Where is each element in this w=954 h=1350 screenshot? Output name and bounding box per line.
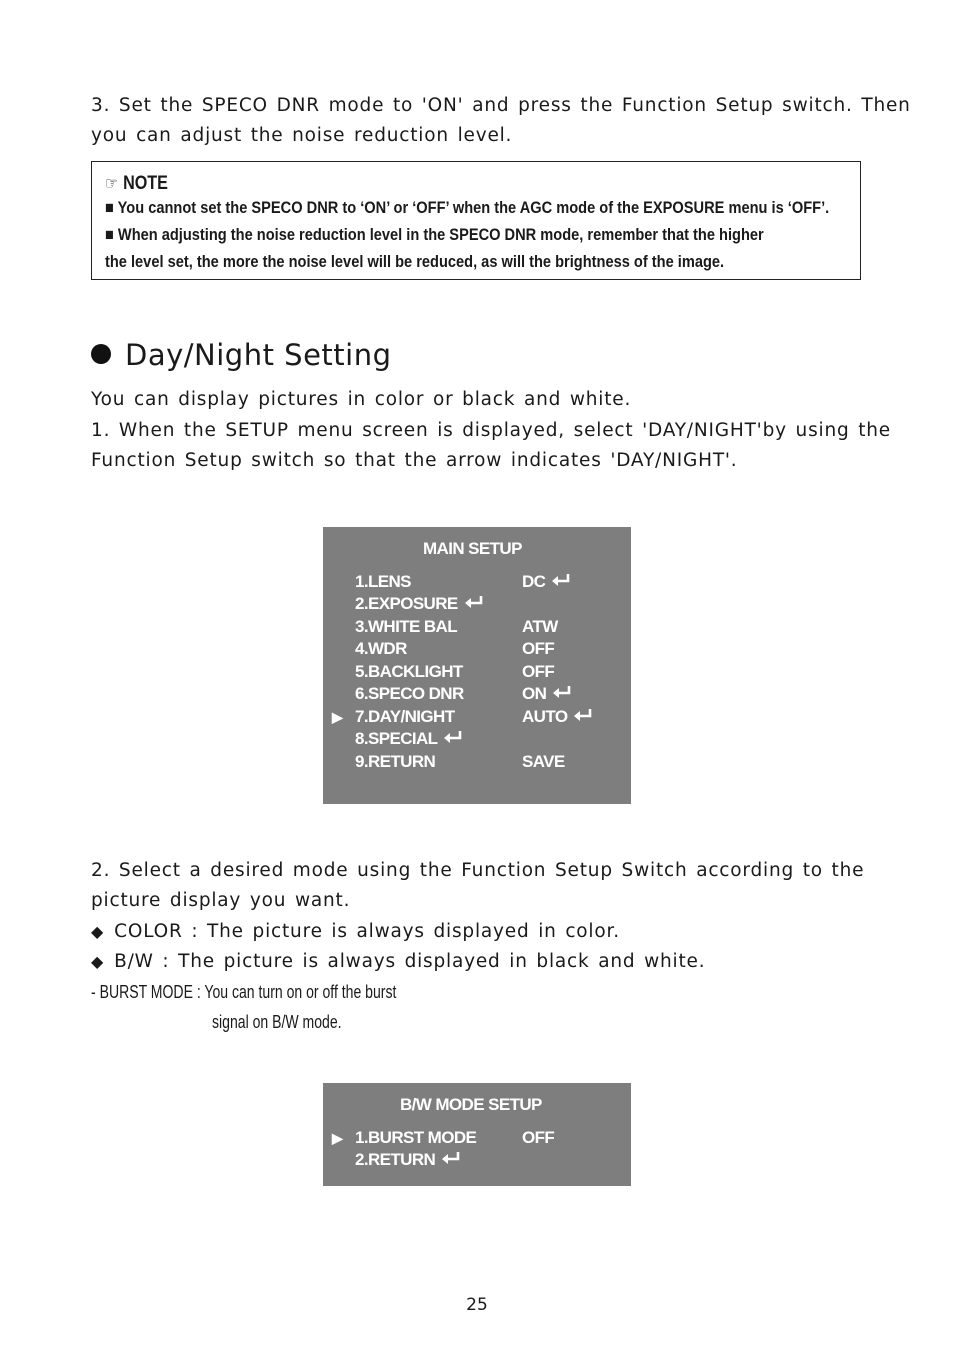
enter-icon	[552, 684, 572, 700]
main-setup-title: MAIN SETUP	[423, 539, 522, 558]
bullet-dot-icon	[91, 344, 111, 364]
step2-line2: picture display you want.	[91, 890, 351, 911]
main-setup-screen	[323, 527, 631, 804]
section-heading	[91, 338, 392, 372]
menu-item-exposure: 2.EXPOSURE	[355, 594, 484, 614]
menu-item-special: 8.SPECIAL	[355, 729, 463, 749]
note-line-3: the level set, the more the noise level will be reduced, as will the brightness of the image.	[105, 252, 725, 271]
menu-value-wdr: OFF	[522, 639, 555, 658]
note-line-1: ■ You cannot set the SPECO DNR to ‘ON’ or ‘OFF’ when the AGC mode of the EXPOSURE menu is ‘OFF’.	[105, 198, 830, 217]
menu-item-return: 9.RETURN	[355, 752, 436, 771]
enter-icon	[573, 707, 593, 723]
menu-item-burst-mode: 1.BURST MODE	[355, 1128, 477, 1147]
step1-line2: Function Setup switch so that the arrow indicates 'DAY/NIGHT'.	[91, 450, 738, 471]
bw-mode-setup-screen	[323, 1083, 631, 1186]
note-title: NOTE	[123, 173, 168, 194]
menu-value-speco-dnr: ON	[522, 684, 572, 704]
bullet-bw: ◆ B/W : The picture is always displayed in black and white.	[91, 951, 706, 972]
step3-line2: you can adjust the noise reduction level.	[91, 125, 513, 146]
menu-item-white-bal: 3.WHITE BAL	[355, 617, 458, 636]
menu-item-speco-dnr: 6.SPECO DNR	[355, 684, 464, 703]
menu-value-backlight: OFF	[522, 662, 555, 681]
bw-setup-title: B/W MODE SETUP	[400, 1095, 542, 1114]
enter-icon	[443, 729, 463, 745]
enter-icon	[464, 594, 484, 610]
page-number: 25	[466, 1295, 488, 1315]
pointing-hand-icon: ☞	[105, 174, 118, 193]
burst-mode-line1: - BURST MODE : You can turn on or off the burst	[91, 982, 397, 1002]
note-line-2: ■ When adjusting the noise reduction level in the SPECO DNR mode, remember that the higher	[105, 225, 764, 244]
step1-line1: 1. When the SETUP menu screen is displayed, select 'DAY/NIGHT'by using the	[91, 420, 891, 441]
note-heading	[105, 173, 168, 195]
burst-mode-line2: signal on B/W mode.	[212, 1012, 342, 1032]
enter-icon	[441, 1150, 461, 1166]
menu-value-return: SAVE	[522, 752, 565, 771]
menu-value-day-night: AUTO	[522, 707, 593, 727]
diamond-bullet-icon: ◆	[91, 952, 105, 971]
step2-line1: 2. Select a desired mode using the Function Setup Switch according to the	[91, 860, 865, 881]
section-intro: You can display pictures in color or black and white.	[91, 389, 632, 410]
note-box	[91, 161, 861, 280]
step3-line1: 3. Set the SPECO DNR mode to 'ON' and press the Function Setup switch. Then	[91, 95, 911, 116]
diamond-bullet-icon: ◆	[91, 922, 105, 941]
menu-item-bw-return: 2.RETURN	[355, 1150, 461, 1170]
menu-value-lens: DC	[522, 572, 571, 592]
selection-arrow-icon: ▶	[332, 1130, 343, 1146]
bullet-color: ◆ COLOR : The picture is always displayed in color.	[91, 921, 620, 942]
section-title: Day/Night Setting	[125, 338, 392, 372]
menu-value-burst-mode: OFF	[522, 1128, 555, 1147]
menu-item-wdr: 4.WDR	[355, 639, 407, 658]
enter-icon	[551, 572, 571, 588]
selection-arrow-icon: ▶	[332, 709, 343, 725]
menu-item-day-night: 7.DAY/NIGHT	[355, 707, 455, 726]
menu-item-lens: 1.LENS	[355, 572, 411, 591]
menu-value-white-bal: ATW	[522, 617, 558, 636]
menu-item-backlight: 5.BACKLIGHT	[355, 662, 463, 681]
